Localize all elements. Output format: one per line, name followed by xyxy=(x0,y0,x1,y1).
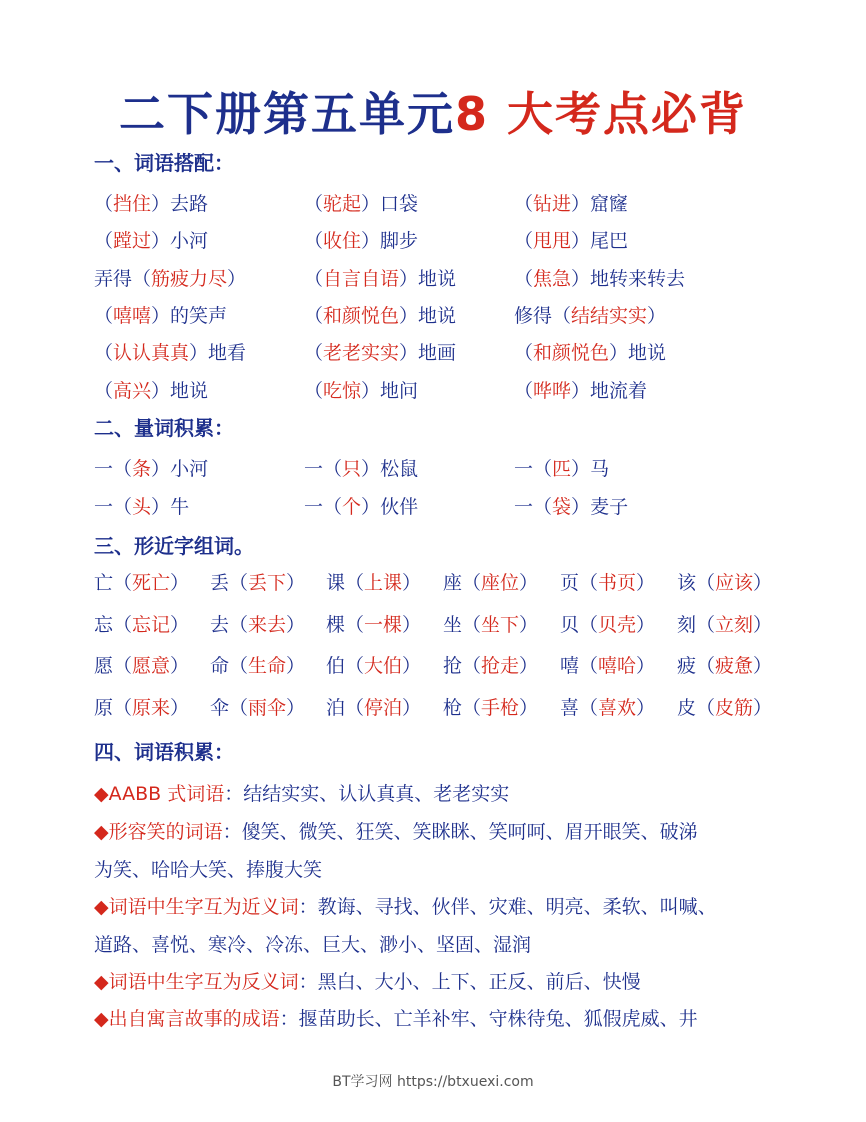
phrase-item xyxy=(94,492,189,519)
paren-close: ） xyxy=(151,230,171,253)
phrase-suffix: 地说 xyxy=(170,379,209,402)
paren-open: （ xyxy=(696,613,716,636)
paren-close: ） xyxy=(753,655,773,677)
phrase-item xyxy=(304,338,456,365)
phrase-highlight: 钻进 xyxy=(533,193,572,215)
paren-open: （ xyxy=(696,655,716,677)
phrase-item xyxy=(304,454,418,481)
phrase-item xyxy=(514,338,666,365)
paren-close: ） xyxy=(519,613,539,636)
paren-open: （ xyxy=(696,696,716,719)
phrase-prefix: 一 xyxy=(94,458,114,480)
paren-close: ） xyxy=(636,613,656,636)
paren-close: ） xyxy=(399,342,419,365)
char-item xyxy=(326,693,421,720)
char-item xyxy=(560,610,655,637)
phrase-suffix: 小河 xyxy=(170,458,209,480)
phrase-suffix: 脚步 xyxy=(380,230,419,253)
char-item xyxy=(443,568,538,595)
paren-open: （ xyxy=(94,193,114,215)
phrase-highlight: 条 xyxy=(132,458,152,480)
paren-open: （ xyxy=(579,696,599,719)
char-item xyxy=(210,610,305,637)
paren-close: ） xyxy=(151,496,171,518)
phrase-highlight: 匹 xyxy=(552,458,572,480)
paren-close: ） xyxy=(361,193,381,215)
phrase-item xyxy=(304,226,418,253)
paren-close: ） xyxy=(402,572,422,594)
char: 伯 xyxy=(326,655,346,677)
paren-open: （ xyxy=(229,696,249,719)
paren-close: ） xyxy=(636,696,656,719)
word-list-text: 道路、喜悦、寒冷、冷冻、巨大、渺小、坚固、湿润 xyxy=(94,934,532,956)
paren-close: ） xyxy=(170,696,190,719)
paren-close: ） xyxy=(571,379,591,402)
char: 亡 xyxy=(94,572,114,594)
char-word: 来去 xyxy=(248,613,287,636)
char-item xyxy=(210,568,305,595)
paren-open: （ xyxy=(533,496,553,518)
char-item xyxy=(677,651,772,678)
paren-open: （ xyxy=(345,655,365,677)
phrase-highlight: 吃惊 xyxy=(323,379,362,402)
phrase-item xyxy=(514,454,609,481)
phrase-item xyxy=(514,264,685,291)
paren-close: ） xyxy=(753,613,773,636)
paren-close: ） xyxy=(361,230,381,253)
paren-open: （ xyxy=(132,267,152,290)
phrase-suffix: 尾巴 xyxy=(590,230,629,253)
paren-close: ） xyxy=(286,696,306,719)
paren-open: （ xyxy=(304,193,324,215)
paren-close: ） xyxy=(399,267,419,290)
phrase-item xyxy=(94,376,208,403)
phrase-highlight: 只 xyxy=(342,458,362,480)
section-heading-1: 一、词语搭配： xyxy=(94,151,234,175)
char-word: 生命 xyxy=(248,655,287,677)
paren-close: ） xyxy=(170,655,190,677)
paren-open: （ xyxy=(323,458,343,480)
paren-close: ） xyxy=(189,342,209,365)
phrase-item xyxy=(304,264,456,291)
paren-open: （ xyxy=(462,655,482,677)
char-word: 皮筋 xyxy=(715,696,754,719)
phrase-suffix: 伙伴 xyxy=(380,496,419,518)
phrase-item xyxy=(94,338,246,365)
phrase-item xyxy=(304,301,456,328)
paren-open: （ xyxy=(696,572,716,594)
char-word: 上课 xyxy=(364,572,403,594)
char: 该 xyxy=(677,572,697,594)
char-item xyxy=(210,693,305,720)
paren-open: （ xyxy=(579,613,599,636)
paren-close: ） xyxy=(170,572,190,594)
phrase-highlight: 高兴 xyxy=(113,379,152,402)
char-item xyxy=(94,693,189,720)
char-word: 贝壳 xyxy=(598,613,637,636)
char: 原 xyxy=(94,696,114,719)
phrase-suffix: 地说 xyxy=(418,267,457,290)
paren-close: ） xyxy=(519,696,539,719)
char: 页 xyxy=(560,572,580,594)
char-word: 应该 xyxy=(715,572,754,594)
char: 坐 xyxy=(443,613,463,636)
paren-open: （ xyxy=(345,613,365,636)
phrase-suffix: 牛 xyxy=(170,496,190,518)
phrase-prefix: 修得 xyxy=(514,304,553,327)
paren-open: （ xyxy=(304,267,324,290)
char: 嘻 xyxy=(560,655,580,677)
word-list-text: ：教诲、寻找、伙伴、灾难、明亮、柔软、叫喊、 xyxy=(298,896,717,918)
phrase-suffix: 地画 xyxy=(418,342,457,365)
word-list-line xyxy=(94,930,531,957)
paren-open: （ xyxy=(94,379,114,402)
phrase-suffix: 地转来转去 xyxy=(590,267,686,290)
phrase-suffix: 松鼠 xyxy=(380,458,419,480)
word-list-label: ◆出自寓言故事的成语 xyxy=(94,1008,280,1030)
word-list-text: ：揠苗助长、亡羊补牢、守株待兔、狐假虎威、井 xyxy=(279,1008,698,1030)
phrase-highlight: 个 xyxy=(342,496,362,518)
paren-close: ） xyxy=(519,655,539,677)
char-item xyxy=(443,651,538,678)
word-list-line xyxy=(94,779,509,806)
char: 刻 xyxy=(677,613,697,636)
char-word: 疲惫 xyxy=(715,655,754,677)
paren-close: ） xyxy=(636,572,656,594)
paren-close: ） xyxy=(753,572,773,594)
paren-open: （ xyxy=(533,458,553,480)
phrase-item xyxy=(94,301,227,328)
phrase-suffix: 窟窿 xyxy=(590,193,629,215)
phrase-highlight: 头 xyxy=(132,496,152,518)
paren-close: ） xyxy=(571,496,591,518)
paren-open: （ xyxy=(579,655,599,677)
char-item xyxy=(443,610,538,637)
char: 忘 xyxy=(94,613,114,636)
paren-close: ） xyxy=(647,304,667,327)
phrase-suffix: 地说 xyxy=(628,342,667,365)
char: 丢 xyxy=(210,572,230,594)
char: 课 xyxy=(326,572,346,594)
phrase-highlight: 和颜悦色 xyxy=(323,304,400,327)
phrase-item xyxy=(514,301,666,328)
paren-close: ） xyxy=(399,304,419,327)
word-list-line xyxy=(94,1004,698,1031)
char: 愿 xyxy=(94,655,114,677)
char: 疲 xyxy=(677,655,697,677)
paren-open: （ xyxy=(304,304,324,327)
char-word: 手枪 xyxy=(481,696,520,719)
char-item xyxy=(94,651,189,678)
paren-close: ） xyxy=(402,655,422,677)
char-item xyxy=(443,693,538,720)
char-item xyxy=(326,568,421,595)
paren-close: ） xyxy=(151,193,171,215)
paren-close: ） xyxy=(571,193,591,215)
phrase-highlight: 驼起 xyxy=(323,193,362,215)
word-list-line xyxy=(94,892,717,919)
phrase-item xyxy=(514,189,628,216)
char-word: 座位 xyxy=(481,572,520,594)
paren-open: （ xyxy=(113,572,133,594)
paren-open: （ xyxy=(462,696,482,719)
char-item xyxy=(560,693,655,720)
paren-open: （ xyxy=(229,613,249,636)
phrase-highlight: 焦急 xyxy=(533,267,572,290)
char-item xyxy=(677,610,772,637)
char-word: 抢走 xyxy=(481,655,520,677)
phrase-highlight: 认认真真 xyxy=(113,342,190,365)
phrase-prefix: 一 xyxy=(304,496,324,518)
paren-open: （ xyxy=(514,230,534,253)
phrase-prefix: 一 xyxy=(304,458,324,480)
char-word: 一棵 xyxy=(364,613,403,636)
char-word: 死亡 xyxy=(132,572,171,594)
paren-close: ） xyxy=(609,342,629,365)
char: 命 xyxy=(210,655,230,677)
paren-close: ） xyxy=(361,496,381,518)
phrase-suffix: 地问 xyxy=(380,379,419,402)
paren-open: （ xyxy=(229,572,249,594)
phrase-highlight: 袋 xyxy=(552,496,572,518)
paren-close: ） xyxy=(402,696,422,719)
paren-close: ） xyxy=(361,379,381,402)
paren-open: （ xyxy=(514,379,534,402)
char: 喜 xyxy=(560,696,580,719)
char: 贝 xyxy=(560,613,580,636)
char-item xyxy=(677,693,772,720)
phrase-item xyxy=(514,492,628,519)
char: 座 xyxy=(443,572,463,594)
phrase-suffix: 地流着 xyxy=(590,379,648,402)
paren-open: （ xyxy=(304,379,324,402)
paren-open: （ xyxy=(113,458,133,480)
paren-close: ） xyxy=(151,304,171,327)
paren-close: ） xyxy=(286,613,306,636)
paren-close: ） xyxy=(753,696,773,719)
phrase-item xyxy=(514,226,628,253)
phrase-highlight: 哗哗 xyxy=(533,379,572,402)
word-list-label: ◆词语中生字互为反义词 xyxy=(94,971,299,993)
title-main: 二下册第五单元 xyxy=(118,87,455,141)
phrase-item xyxy=(94,226,208,253)
char-word: 坐下 xyxy=(481,613,520,636)
paren-open: （ xyxy=(113,613,133,636)
paren-open: （ xyxy=(113,496,133,518)
section-heading-4: 四、词语积累： xyxy=(94,740,234,764)
phrase-suffix: 地说 xyxy=(418,304,457,327)
phrase-item xyxy=(304,189,418,216)
title-highlight: 8 大考点必背 xyxy=(454,87,748,141)
char-item xyxy=(94,610,189,637)
char-word: 雨伞 xyxy=(248,696,287,719)
char: 泊 xyxy=(326,696,346,719)
paren-close: ） xyxy=(361,458,381,480)
char-word: 丢下 xyxy=(248,572,287,594)
paren-open: （ xyxy=(113,655,133,677)
word-list-text: ：结结实实、认认真真、老老实实 xyxy=(224,783,510,805)
phrase-item xyxy=(304,492,418,519)
paren-close: ） xyxy=(571,458,591,480)
phrase-highlight: 和颜悦色 xyxy=(533,342,610,365)
char-item xyxy=(210,651,305,678)
paren-close: ） xyxy=(286,655,306,677)
char: 抢 xyxy=(443,655,463,677)
phrase-highlight: 蹚过 xyxy=(113,230,152,253)
phrase-suffix: 去路 xyxy=(170,193,209,215)
paren-close: ） xyxy=(151,458,171,480)
paren-open: （ xyxy=(229,655,249,677)
footer-watermark: BT学习网 https://btxuexi.com xyxy=(332,1074,534,1090)
paren-open: （ xyxy=(514,342,534,365)
paren-open: （ xyxy=(94,230,114,253)
paren-open: （ xyxy=(94,304,114,327)
phrase-prefix: 一 xyxy=(514,496,534,518)
word-list-label: ◆形容笑的词语 xyxy=(94,821,223,843)
char: 枪 xyxy=(443,696,463,719)
phrase-highlight: 自言自语 xyxy=(323,267,400,290)
char-item xyxy=(560,568,655,595)
char-word: 立刻 xyxy=(715,613,754,636)
word-list-label: ◆AABB 式词语 xyxy=(94,783,225,805)
char: 去 xyxy=(210,613,230,636)
paren-close: ） xyxy=(286,572,306,594)
phrase-suffix: 地看 xyxy=(208,342,247,365)
phrase-highlight: 老老实实 xyxy=(323,342,400,365)
char-item xyxy=(326,651,421,678)
phrase-item xyxy=(94,264,246,291)
section-heading-3: 三、形近字组词。 xyxy=(94,534,254,558)
char-word: 愿意 xyxy=(132,655,171,677)
char: 伞 xyxy=(210,696,230,719)
paren-open: （ xyxy=(514,193,534,215)
phrase-suffix: 麦子 xyxy=(590,496,629,518)
paren-open: （ xyxy=(462,572,482,594)
paren-open: （ xyxy=(345,572,365,594)
char-word: 停泊 xyxy=(364,696,403,719)
word-list-line xyxy=(94,855,322,882)
paren-open: （ xyxy=(304,342,324,365)
char-item xyxy=(560,651,655,678)
char-word: 忘记 xyxy=(132,613,171,636)
paren-open: （ xyxy=(552,304,572,327)
paren-close: ） xyxy=(571,267,591,290)
phrase-suffix: 的笑声 xyxy=(170,304,228,327)
paren-close: ） xyxy=(636,655,656,677)
phrase-item xyxy=(94,454,208,481)
phrase-highlight: 结结实实 xyxy=(571,304,648,327)
word-list-text: ：傻笑、微笑、狂笑、笑眯眯、笑呵呵、眉开眼笑、破涕 xyxy=(222,821,698,843)
phrase-prefix: 一 xyxy=(514,458,534,480)
paren-close: ） xyxy=(571,230,591,253)
char-word: 书页 xyxy=(598,572,637,594)
paren-open: （ xyxy=(113,696,133,719)
paren-open: （ xyxy=(514,267,534,290)
section-heading-2: 二、量词积累： xyxy=(94,416,234,440)
phrase-highlight: 收住 xyxy=(323,230,362,253)
paren-close: ） xyxy=(151,379,171,402)
phrase-suffix: 小河 xyxy=(170,230,209,253)
paren-close: ） xyxy=(519,572,539,594)
phrase-prefix: 一 xyxy=(94,496,114,518)
phrase-prefix: 弄得 xyxy=(94,267,133,290)
phrase-highlight: 挡住 xyxy=(113,193,152,215)
word-list-line xyxy=(94,967,641,994)
phrase-item xyxy=(94,189,208,216)
phrase-suffix: 口袋 xyxy=(380,193,419,215)
paren-open: （ xyxy=(579,572,599,594)
paren-close: ） xyxy=(402,613,422,636)
char-word: 嘻哈 xyxy=(598,655,637,677)
paren-open: （ xyxy=(345,696,365,719)
phrase-highlight: 甩甩 xyxy=(533,230,572,253)
phrase-highlight: 筋疲力尽 xyxy=(151,267,228,290)
char-item xyxy=(677,568,772,595)
char-word: 原来 xyxy=(132,696,171,719)
word-list-line xyxy=(94,817,698,844)
char-word: 大伯 xyxy=(364,655,403,677)
paren-close: ） xyxy=(227,267,247,290)
paren-open: （ xyxy=(94,342,114,365)
char-item xyxy=(326,610,421,637)
phrase-item xyxy=(304,376,418,403)
word-list-text: 为笑、哈哈大笑、捧腹大笑 xyxy=(94,859,323,881)
paren-open: （ xyxy=(323,496,343,518)
word-list-label: ◆词语中生字互为近义词 xyxy=(94,896,299,918)
paren-open: （ xyxy=(304,230,324,253)
paren-close: ） xyxy=(170,613,190,636)
page-title xyxy=(0,78,866,144)
phrase-item xyxy=(514,376,647,403)
paren-open: （ xyxy=(462,613,482,636)
char-word: 喜欢 xyxy=(598,696,637,719)
char: 棵 xyxy=(326,613,346,636)
word-list-text: ：黑白、大小、上下、正反、前后、快慢 xyxy=(298,971,641,993)
char: 皮 xyxy=(677,696,697,719)
phrase-highlight: 嘻嘻 xyxy=(113,304,152,327)
phrase-suffix: 马 xyxy=(590,458,610,480)
char-item xyxy=(94,568,189,595)
